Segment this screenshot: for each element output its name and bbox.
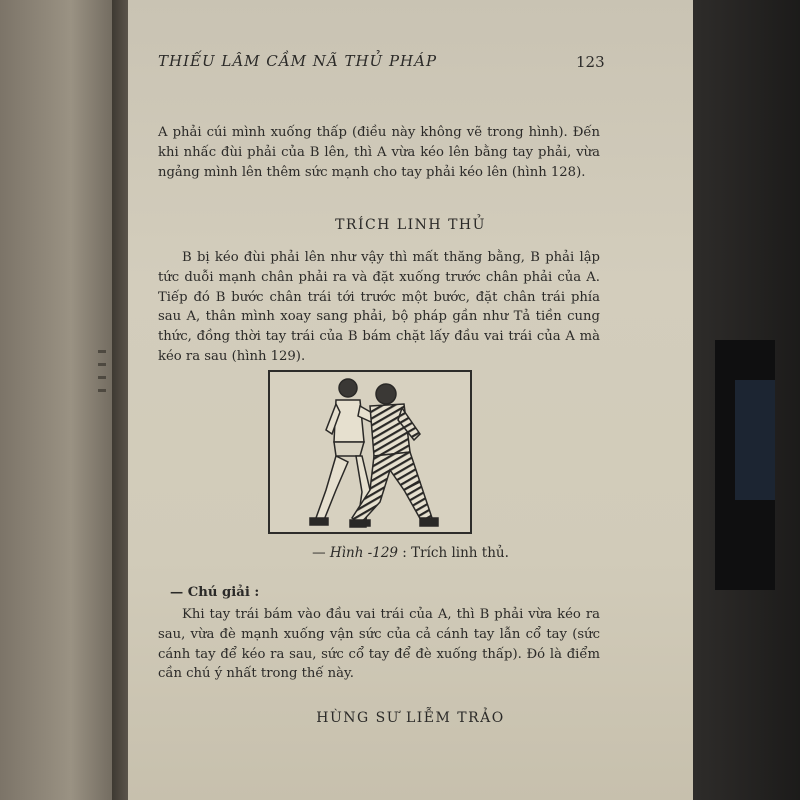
- caption-prefix: —: [312, 545, 330, 561]
- left-page-edge: [0, 0, 118, 800]
- book-page: [128, 0, 693, 800]
- figure-caption: [128, 545, 693, 561]
- intro-paragraph: A phải cúi mình xuống thấp (điều này không vẽ trong hình). Đến khi nhấc đùi phải của B lên, thì A vừa kéo lên bằng tay phải, vừa ngảng mình lên thêm sức mạnh cho tay phải kéo lên (hình 128).: [158, 125, 600, 180]
- martial-arts-illustration: [270, 372, 470, 532]
- page-number: 123: [576, 53, 605, 71]
- caption-figure-ref: Hình -129: [329, 545, 399, 561]
- running-title: THIẾU LÂM CẦM NÃ THỦ PHÁP: [158, 52, 438, 70]
- section-paragraph: B bị kéo đùi phải lên như vậy thì mất thăng bằng, B phải lập tức duỗi mạnh chân phải ra và đặt xuống trước chân phải của A. Tiếp đó B bước chân trái tới trước một bước, đặt chân trái phía sau A, thân mình xoay sang phải, bộ pháp gần như Tả tiền cung thức, đồng thời tay trái của B bám chặt lấy đầu vai trái của A mà kéo ra sau (hình 129).: [158, 250, 600, 364]
- next-section-heading: HÙNG SƯ LIỄM TRẢO: [316, 710, 505, 726]
- right-background: [693, 0, 800, 800]
- adjacent-book-cover: [715, 340, 775, 590]
- figure-b: [350, 384, 438, 527]
- figure-illustration: [268, 370, 472, 534]
- section-heading: TRÍCH LINH THỦ: [335, 217, 486, 233]
- caption-text: : Trích linh thủ.: [398, 545, 509, 561]
- note-label: — Chú giải :: [170, 585, 260, 600]
- note-paragraph: Khi tay trái bám vào đầu vai trái của A, thì B phải vừa kéo ra sau, vừa đè mạnh xuống vận sức của cả cánh tay lẫn cổ tay (sức cánh tay để kéo ra sau, sức cổ tay để đè xuống thấp). Đó là điểm cần chú ý nhất trong thế này.: [158, 607, 600, 682]
- left-page-marks: [92, 340, 112, 480]
